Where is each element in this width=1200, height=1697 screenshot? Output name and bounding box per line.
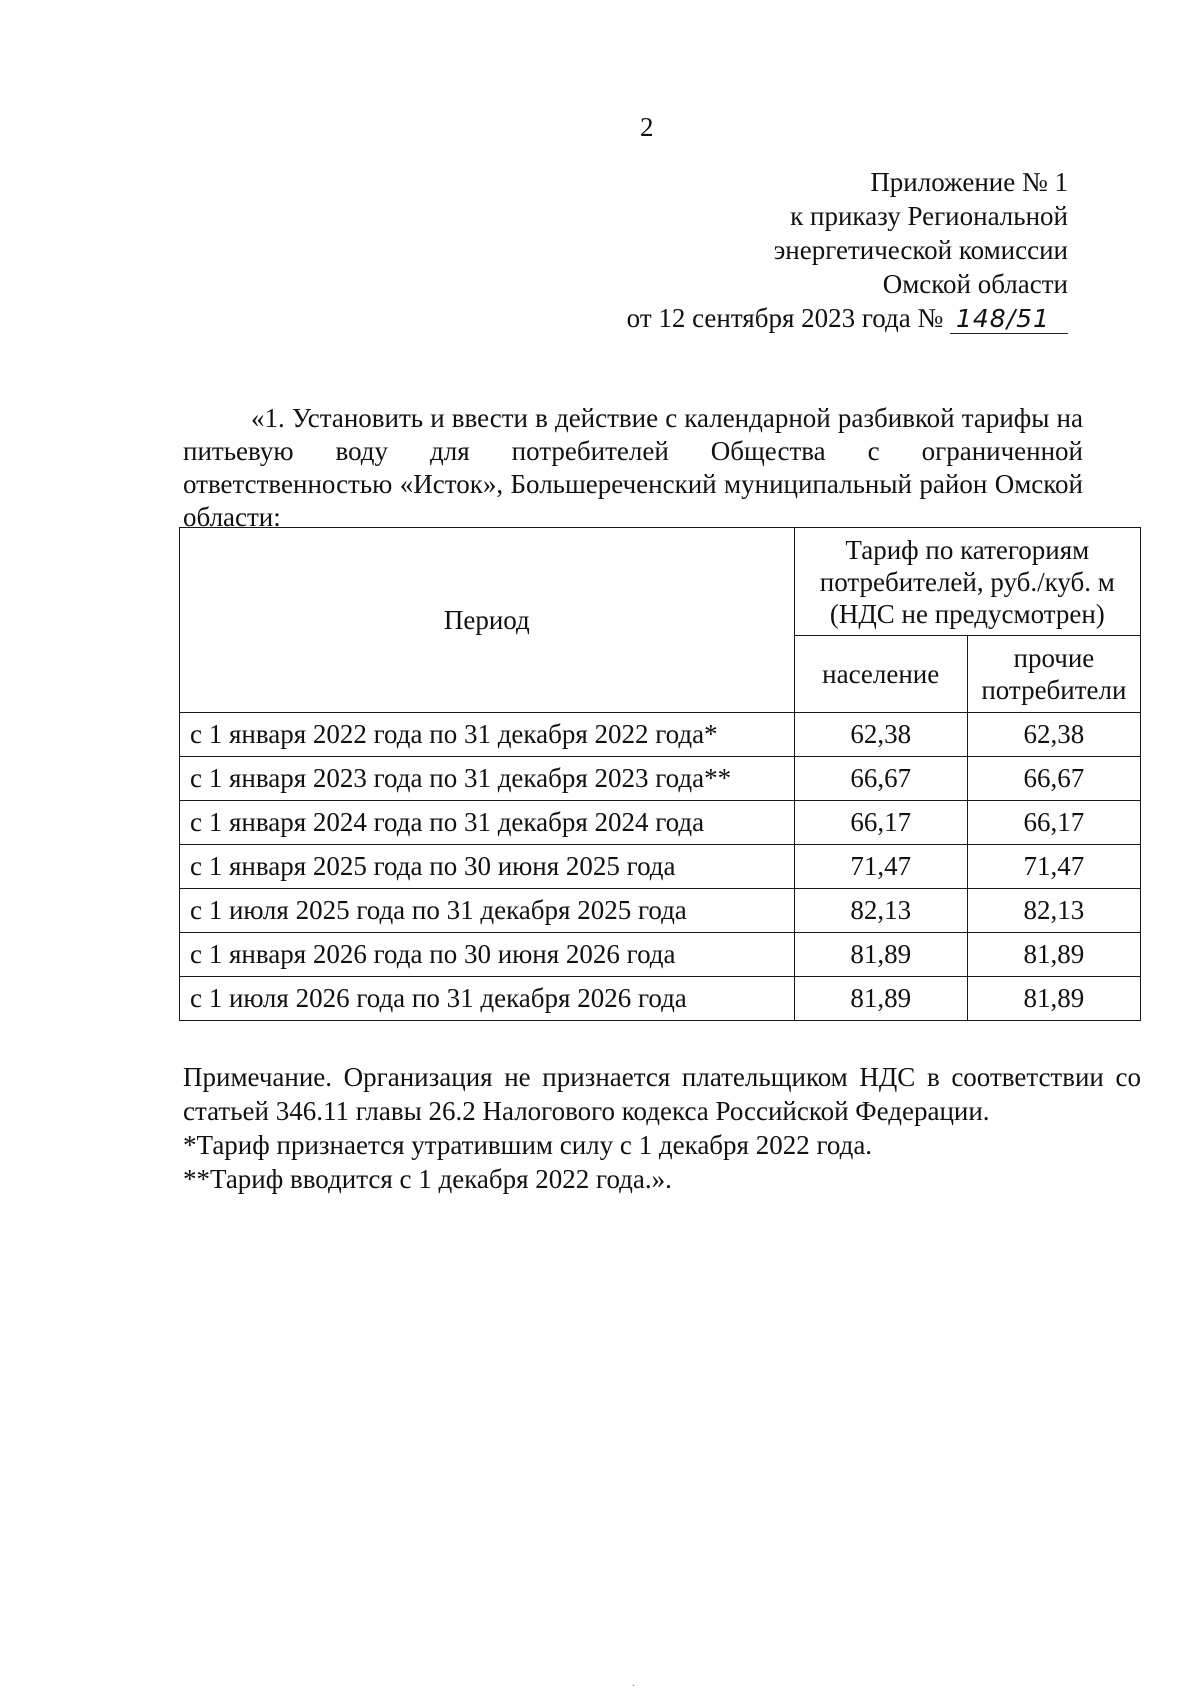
other-tariff-cell: 82,13 bbox=[967, 889, 1140, 933]
attachment-header bbox=[627, 165, 1068, 335]
period-cell: с 1 января 2023 года по 31 декабря 2023 года** bbox=[180, 757, 795, 801]
period-cell: с 1 июля 2026 года по 31 декабря 2026 года bbox=[180, 977, 795, 1021]
footnote-double-asterisk: **Тариф вводится с 1 декабря 2022 года.». bbox=[183, 1164, 672, 1194]
population-tariff-cell: 62,38 bbox=[794, 713, 967, 757]
header-tariff: Тариф по категориям потребителей, руб./куб. м (НДС не предусмотрен) bbox=[794, 528, 1140, 636]
period-cell: с 1 января 2022 года по 31 декабря 2022 года* bbox=[180, 713, 795, 757]
scan-speck: . bbox=[632, 1675, 635, 1689]
table-header-row bbox=[180, 528, 1141, 636]
notes-section bbox=[183, 1060, 1141, 1196]
population-tariff-cell: 66,17 bbox=[794, 801, 967, 845]
page-number: 2 bbox=[640, 112, 654, 142]
other-tariff-cell: 66,67 bbox=[967, 757, 1140, 801]
period-cell: с 1 января 2025 года по 30 июня 2025 года bbox=[180, 845, 795, 889]
table-row bbox=[180, 845, 1141, 889]
header-other-consumers: прочие потребители bbox=[967, 636, 1140, 713]
other-tariff-cell: 71,47 bbox=[967, 845, 1140, 889]
other-tariff-cell: 62,38 bbox=[967, 713, 1140, 757]
other-tariff-cell: 81,89 bbox=[967, 933, 1140, 977]
tariff-table bbox=[179, 527, 1141, 1021]
attachment-title: Приложение № 1 bbox=[870, 167, 1068, 197]
attachment-date: от 12 сентября 2023 года № bbox=[626, 303, 944, 333]
intro-paragraph: «1. Установить и ввести в действие с календарной разбивкой тарифы на питьевую воду для потребителей Общества с ограниченной ответственностью «Исток», Большереченский муниципальный район Омской области: bbox=[183, 403, 1083, 532]
population-tariff-cell: 71,47 bbox=[794, 845, 967, 889]
other-tariff-cell: 66,17 bbox=[967, 801, 1140, 845]
table-row bbox=[180, 757, 1141, 801]
attachment-order-ref: к приказу Региональной bbox=[790, 201, 1068, 231]
attachment-region: Омской области bbox=[882, 269, 1068, 299]
attachment-commission: энергетической комиссии bbox=[773, 235, 1068, 265]
table-row bbox=[180, 977, 1141, 1021]
header-period: Период bbox=[180, 528, 795, 713]
period-cell: с 1 января 2024 года по 31 декабря 2024 года bbox=[180, 801, 795, 845]
other-tariff-cell: 81,89 bbox=[967, 977, 1140, 1021]
attachment-date-line bbox=[627, 301, 1068, 335]
order-number-handwritten: 148/51 bbox=[950, 305, 1068, 334]
table-row bbox=[180, 889, 1141, 933]
table-row bbox=[180, 801, 1141, 845]
header-population: население bbox=[794, 636, 967, 713]
table-row bbox=[180, 713, 1141, 757]
period-cell: с 1 июля 2025 года по 31 декабря 2025 года bbox=[180, 889, 795, 933]
population-tariff-cell: 81,89 bbox=[794, 933, 967, 977]
footnote-single-asterisk: *Тариф признается утратившим силу с 1 декабря 2022 года. bbox=[183, 1130, 873, 1160]
population-tariff-cell: 66,67 bbox=[794, 757, 967, 801]
population-tariff-cell: 81,89 bbox=[794, 977, 967, 1021]
note-vat: Примечание. Организация не признается плательщиком НДС в соответствии со статьей 346.11 главы 26.2 Налогового кодекса Российской Федерации. bbox=[183, 1062, 1141, 1126]
population-tariff-cell: 82,13 bbox=[794, 889, 967, 933]
period-cell: с 1 января 2026 года по 30 июня 2026 года bbox=[180, 933, 795, 977]
table-row bbox=[180, 933, 1141, 977]
